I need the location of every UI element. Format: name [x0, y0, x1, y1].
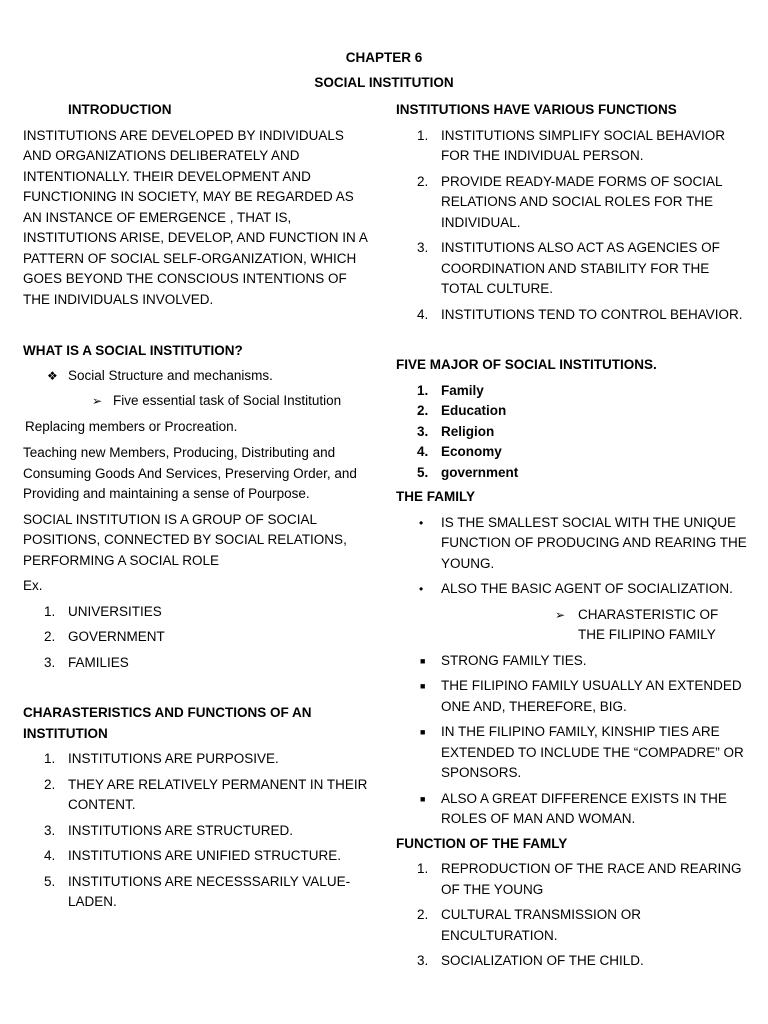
- arrow-bullet-icon: ➢: [555, 607, 566, 622]
- bullet-icon: •: [419, 515, 424, 530]
- diamond-bullet-icon: ❖: [47, 368, 58, 383]
- list-item: 2. THEY ARE RELATIVELY PERMANENT IN THEIR CONTENT.: [44, 776, 368, 812]
- family-functions-heading: FUNCTION OF THE FAMLY: [396, 835, 568, 851]
- social-structure-text: Social Structure and mechanisms.: [68, 367, 273, 383]
- list-item: • ALSO THE BASIC AGENT OF SOCIALIZATION.: [396, 579, 748, 600]
- characteristics-list: [23, 749, 375, 913]
- filipino-family-item: [396, 605, 748, 646]
- introduction-paragraph: INSTITUTIONS ARE DEVELOPED BY INDIVIDUALS AND ORGANIZATIONS DELIBERATELY AND INTENTIONALLY. THEIR DEVELOPMENT AND FUNCTIONING IN SOCIETY, MAY BE REGARDED AS AN INSTANCE OF EMERGENCE , THAT IS, INSTITUTIONS ARISE, DEVELOP, AND FUNCTION IN A PATTERN OF SOCIAL SELF-ORGANIZATION, WHICH GOES BEYOND THE CONSCIOUS INTENTIONS OF THE INDIVIDUALS INVOLVED.: [23, 127, 368, 307]
- bullet-icon: •: [419, 582, 424, 596]
- family-heading: THE FAMILY: [396, 489, 476, 504]
- replacing-text: Replacing members or Procreation.: [25, 418, 238, 434]
- essential-task-item: [23, 391, 375, 412]
- list-item: 4. INSTITUTIONS TEND TO CONTROL BEHAVIOR.: [417, 306, 743, 322]
- what-is-heading: WHAT IS A SOCIAL INSTITUTION?: [23, 343, 243, 358]
- list-item: ■ THE FILIPINO FAMILY USUALLY AN EXTENDED ONE AND, THEREFORE, BIG.: [420, 678, 742, 714]
- family-functions-list: [396, 859, 748, 972]
- list-item: 3. INSTITUTIONS ARE STRUCTURED.: [44, 822, 294, 838]
- definition-text: SOCIAL INSTITUTION IS A GROUP OF SOCIAL POSITIONS, CONNECTED BY SOCIAL RELATIONS, PERFORMING A SOCIAL ROLE: [23, 511, 347, 568]
- family-bullets: [396, 513, 748, 600]
- list-item: • IS THE SMALLEST SOCIAL WITH THE UNIQUE FUNCTION OF PRODUCING AND REARING THE YOUNG.: [419, 514, 747, 571]
- functions-list: [396, 126, 748, 326]
- square-bullet-icon: ■: [420, 655, 426, 666]
- list-item: 2. CULTURAL TRANSMISSION OR ENCULTURATION.: [417, 907, 642, 943]
- list-item: 1. REPRODUCTION OF THE RACE AND REARING OF THE YOUNG: [417, 861, 742, 897]
- list-item: 4. INSTITUTIONS ARE UNIFIED STRUCTURE.: [44, 848, 342, 863]
- square-bullet-icon: ■: [420, 681, 426, 691]
- list-item: 3. INSTITUTIONS ALSO ACT AS AGENCIES OF COORDINATION AND STABILITY FOR THE TOTAL CULTURE.: [417, 240, 720, 296]
- square-bullet-icon: ■: [420, 727, 426, 737]
- five-major-list: [396, 381, 748, 484]
- list-item: ■ ALSO A GREAT DIFFERENCE EXISTS IN THE ROLES OF MAN AND WOMAN.: [420, 790, 727, 826]
- list-item: 2. PROVIDE READY-MADE FORMS OF SOCIAL RELATIONS AND SOCIAL ROLES FOR THE INDIVIDUAL.: [417, 173, 723, 230]
- examples-list: [23, 602, 375, 674]
- list-item: 3. SOCIALIZATION OF THE CHILD.: [417, 953, 644, 968]
- list-item: 4. Economy: [417, 444, 502, 459]
- left-column: [23, 98, 375, 913]
- filipino-family-text: CHARASTERISTIC OF THE FILIPINO FAMILY: [578, 606, 719, 642]
- list-item: 1. UNIVERSITIES: [44, 603, 162, 619]
- functions-heading: INSTITUTIONS HAVE VARIOUS FUNCTIONS: [396, 102, 677, 117]
- list-item: 2. GOVERNMENT: [44, 629, 165, 644]
- teaching-text: Teaching new Members, Producing, Distributing and Consuming Goods And Services, Preserving Order, and Providing and maintaining a sense of Pourpose.: [23, 445, 357, 501]
- chapter-label: CHAPTER 6: [345, 50, 423, 65]
- introduction-heading: INTRODUCTION: [68, 102, 172, 117]
- right-column: [396, 98, 748, 972]
- example-label: Ex.: [23, 578, 43, 593]
- social-structure-item: [23, 366, 375, 387]
- characteristics-heading: CHARASTERISTICS AND FUNCTIONS OF AN INSTITUTION: [23, 705, 312, 741]
- list-item: 1. INSTITUTIONS SIMPLIFY SOCIAL BEHAVIOR FOR THE INDIVIDUAL PERSON.: [417, 127, 726, 163]
- essential-task-text: Five essential task of Social Institution: [113, 393, 342, 408]
- page-title: SOCIAL INSTITUTION: [314, 75, 454, 90]
- list-item: 1. Family: [417, 382, 484, 398]
- arrow-bullet-icon: ➢: [92, 394, 103, 408]
- list-item: 2. Education: [417, 403, 507, 418]
- list-item: ■ IN THE FILIPINO FAMILY, KINSHIP TIES ARE EXTENDED TO INCLUDE THE “COMPADRE” OR SPONSORS.: [420, 724, 744, 780]
- list-item: 1. INSTITUTIONS ARE PURPOSIVE.: [44, 751, 279, 766]
- list-item: ■ STRONG FAMILY TIES.: [396, 651, 748, 672]
- five-major-heading: FIVE MAJOR OF SOCIAL INSTITUTIONS.: [396, 357, 657, 372]
- filipino-family-list: [396, 651, 748, 830]
- list-item: 5. government: [417, 464, 519, 480]
- square-bullet-icon: ■: [420, 793, 426, 804]
- list-item: 3. Religion: [417, 423, 495, 439]
- list-item: 3. FAMILIES: [44, 654, 129, 670]
- list-item: 5. INSTITUTIONS ARE NECESSSARILY VALUE-LADEN.: [44, 873, 351, 909]
